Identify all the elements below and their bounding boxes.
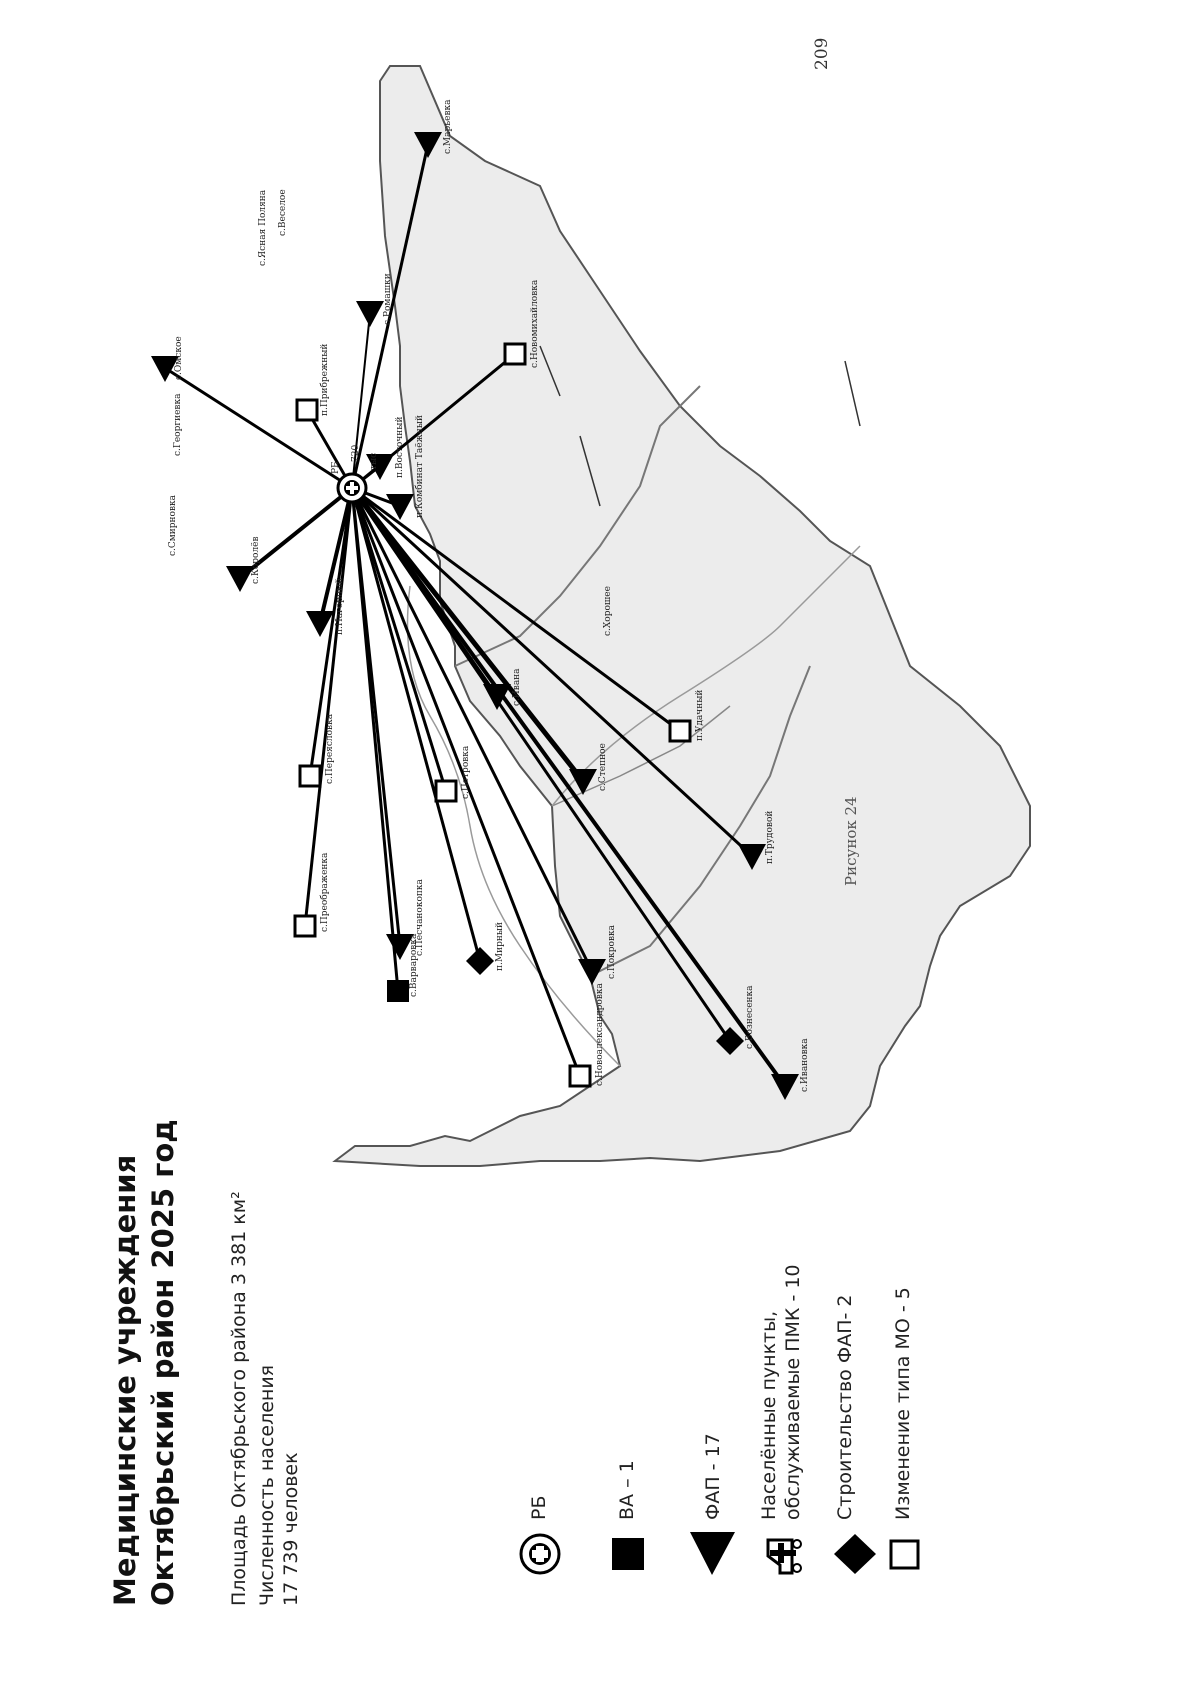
place-label: с.Покровка: [607, 924, 617, 979]
place-label: с.Смирновка: [168, 494, 178, 556]
center-label: РБ: [331, 461, 341, 474]
fap-triangle-marker: [356, 301, 384, 327]
road: [845, 361, 860, 426]
legend-label-pmk-line1: Населённые пункты,: [758, 1310, 780, 1520]
place-label: п.Трудовой: [765, 810, 775, 864]
place-label: с.Ясная Поляна: [258, 189, 268, 266]
place-label: с.Омское: [174, 336, 184, 380]
mo-change-square-marker: [297, 400, 317, 420]
legend-label-mo-change: Изменение типа МО - 5: [892, 1287, 914, 1520]
place-label: с.Петровка: [461, 745, 471, 799]
place-label: п.Мирный: [495, 922, 505, 971]
mo-change-square-marker: [436, 781, 456, 801]
place-label: с.Преображенка: [320, 852, 330, 932]
place-label: с.Веселое: [278, 189, 288, 236]
central-hospital-marker: [338, 474, 366, 502]
mo-change-square-marker: [505, 344, 525, 364]
route-line: [352, 488, 400, 946]
place-label: с.Ивановка: [800, 1038, 810, 1092]
place-label: с.Ромашки: [383, 273, 393, 325]
mo-change-square-marker: [570, 1066, 590, 1086]
legend-label-pmk-line2: обслуживаемые ПМК - 10: [782, 1264, 804, 1520]
mo-change-square-marker: [670, 721, 690, 741]
page-title-line2: Октябрьский район 2025 год: [146, 1119, 180, 1606]
population-value: 17 739 человек: [280, 1452, 302, 1606]
place-label: с.Королёв: [251, 536, 261, 584]
place-label: с.Вознесенка: [745, 985, 755, 1049]
mo-change-square-marker: [300, 766, 320, 786]
place-label: с.Хорошее: [603, 586, 613, 636]
place-label: с.Марьевка: [443, 99, 453, 154]
place-label: п.Нагорный: [335, 577, 345, 635]
place-label: п.Комбинат Таёжный: [415, 415, 425, 518]
population-label: Численность населения: [256, 1364, 278, 1606]
figure-caption: Рисунок 24: [842, 796, 860, 886]
place-label: п.Прибрежный: [320, 343, 330, 416]
legend-label-rb: РБ: [528, 1495, 550, 1520]
place-label: п.Восточный: [395, 416, 405, 478]
place-label: с.Новоалександровка: [595, 983, 605, 1086]
mo-change-square-marker: [295, 916, 315, 936]
area-text: Площадь Октябрьского района 3 381 км²: [228, 1191, 250, 1606]
place-label: с.Варваровка: [409, 933, 419, 997]
center-sub: тыс: [369, 452, 379, 470]
place-label: с.Переясловка: [325, 713, 335, 784]
fap-construction-diamond-marker: [466, 947, 494, 975]
place-label: с.Ивана: [512, 668, 522, 706]
place-label: п.Удачный: [695, 689, 705, 741]
legend-label-fap: ФАП - 17: [702, 1433, 724, 1520]
page-number: 209: [812, 37, 832, 70]
fap-triangle-marker: [226, 566, 254, 592]
center-number: 720: [351, 444, 361, 462]
va-square-marker: [387, 980, 409, 1002]
page-title-line1: Медицинские учреждения: [108, 1154, 142, 1606]
place-label: с.Степное: [598, 743, 608, 791]
legend-label-construction: Строительство ФАП- 2: [834, 1294, 856, 1520]
place-label: с.Новомихайловка: [530, 279, 540, 368]
place-label: с.Песчанокопка: [415, 879, 425, 956]
legend-label-va: ВА – 1: [616, 1460, 638, 1520]
place-label: с.Георгиевка: [173, 393, 183, 456]
